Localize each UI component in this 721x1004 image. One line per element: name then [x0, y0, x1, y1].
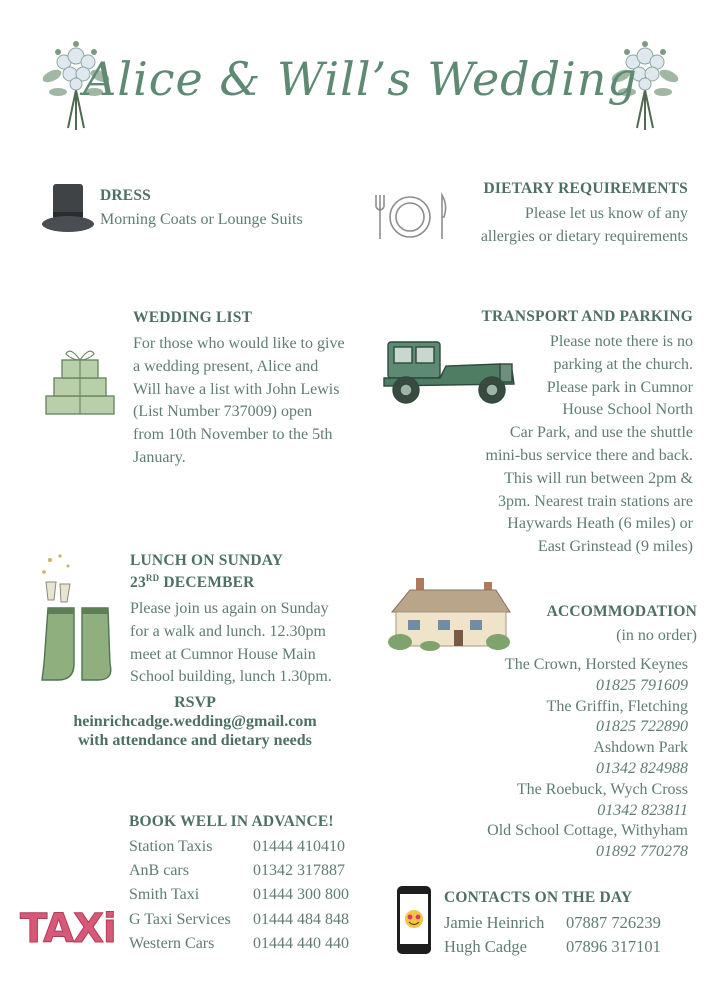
- accommodation-phone: 01825 722890: [596, 718, 688, 736]
- accommodation-name: The Crown, Horsted Keynes: [504, 656, 688, 673]
- wedding-list-line: (List Number 737009) open: [133, 403, 313, 421]
- transport-text: [433, 331, 693, 559]
- taxis-heading: BOOK WELL IN ADVANCE!: [129, 813, 334, 830]
- accommodation-name: Old School Cottage, Withyham: [487, 822, 688, 840]
- dietary-heading: DIETARY REQUIREMENTS: [483, 180, 688, 197]
- lunch-heading: LUNCH ON SUNDAY: [130, 552, 284, 569]
- wedding-list-line: a wedding present, Alice and: [133, 357, 319, 375]
- lunch-date-suffix: RD: [145, 573, 160, 583]
- lunch-line: meet at Cumnor House Main: [130, 645, 316, 663]
- contact-name: Hugh Cadge: [444, 937, 527, 957]
- dietary-line-1: Please let us know of any: [524, 205, 688, 222]
- lunch-date: [130, 573, 255, 592]
- wellington-boots-icon: [34, 552, 120, 688]
- transport-line: Haywards Heath (6 miles) or: [507, 515, 693, 533]
- contact-name: Jamie Heinrich: [444, 913, 545, 932]
- table-row: [129, 911, 349, 935]
- lunch-text: [130, 598, 380, 689]
- cottage-icon: [386, 576, 514, 652]
- contacts-table: [444, 913, 661, 961]
- rsvp-email[interactable]: heinrichcadge.wedding@gmail.com: [73, 713, 317, 730]
- lunch-line: for a walk and lunch. 12.30pm: [130, 622, 326, 640]
- accommodation-name: Ashdown Park: [593, 739, 688, 757]
- taxi-name: Smith Taxi: [129, 886, 200, 904]
- taxi-phone: 01342 317887: [253, 862, 345, 880]
- lunch-date-month: DECEMBER: [159, 574, 255, 592]
- transport-line: Please park in Cumnor: [546, 378, 693, 396]
- wedding-list-line: January.: [133, 448, 186, 466]
- dress-text: Morning Coats or Lounge Suits: [100, 211, 303, 228]
- contacts-heading: CONTACTS ON THE DAY: [444, 889, 633, 906]
- contact-phone: 07887 726239: [566, 913, 661, 932]
- transport-line: Please note there is no: [549, 333, 693, 350]
- wedding-list-line: For those who would like to give: [133, 335, 345, 352]
- table-row: [129, 886, 349, 910]
- table-row: [129, 935, 349, 959]
- lunch-line: School building, lunch 1.30pm.: [130, 668, 332, 686]
- taxi-phone: 01444 410410: [253, 838, 345, 855]
- taxi-phone: 01444 300 800: [253, 886, 349, 904]
- lunch-date-day: 23: [130, 574, 146, 592]
- wedding-list-line: from 10th November to the 5th: [133, 426, 333, 444]
- accommodation-phone: 01825 791609: [596, 676, 688, 694]
- phone-icon: [396, 885, 432, 955]
- taxi-name: Western Cars: [129, 934, 215, 952]
- dress-heading: DRESS: [100, 187, 151, 204]
- accommodation-sub: (in no order): [616, 627, 697, 644]
- place-setting-icon: [372, 191, 450, 247]
- taxi-name: AnB cars: [129, 862, 189, 880]
- accommodation-list: [428, 655, 688, 863]
- gift-boxes-icon: [40, 340, 120, 418]
- page-title: Alice & Will’s Wedding: [83, 52, 638, 106]
- transport-line: East Grinstead (9 miles): [537, 538, 693, 556]
- accommodation-name: The Roebuck, Wych Cross: [516, 780, 688, 798]
- transport-line: mini-bus service there and back.: [485, 446, 693, 464]
- rsvp-note: with attendance and dietary needs: [78, 732, 312, 749]
- accommodation-phone: 01342 824988: [596, 759, 688, 777]
- accommodation-phone: 01342 823811: [597, 801, 688, 819]
- table-row: [444, 937, 661, 961]
- rsvp-block: [40, 693, 350, 750]
- table-row: [129, 838, 349, 862]
- taxi-phone: 01444 440 440: [253, 934, 349, 952]
- transport-line: parking at the church.: [553, 355, 693, 373]
- transport-heading: TRANSPORT AND PARKING: [481, 308, 693, 325]
- accommodation-heading: ACCOMMODATION: [546, 603, 697, 620]
- dietary-line-2: allergies or dietary requirements: [480, 228, 688, 245]
- lunch-line: Please join us again on Sunday: [130, 600, 329, 617]
- accommodation-name: The Griffin, Fletching: [546, 697, 688, 715]
- table-row: [129, 862, 349, 886]
- taxi-name: G Taxi Services: [129, 910, 231, 928]
- transport-line: 3pm. Nearest train stations are: [497, 492, 693, 510]
- transport-line: Car Park, and use the shuttle: [509, 424, 693, 442]
- transport-line: This will run between 2pm &: [504, 469, 693, 487]
- accommodation-phone: 01892 770278: [596, 843, 688, 861]
- rsvp-heading: RSVP: [174, 694, 216, 711]
- taxi-phone: 01444 484 848: [253, 910, 349, 928]
- top-hat-icon: [40, 180, 96, 236]
- taxi-table: [129, 838, 349, 959]
- wedding-list-heading: WEDDING LIST: [133, 309, 253, 326]
- taxi-logo: TAXi: [20, 906, 116, 952]
- wedding-list-text: [133, 333, 383, 470]
- table-row: [444, 913, 661, 937]
- transport-line: House School North: [562, 401, 693, 419]
- wedding-list-line: Will have a list with John Lewis: [133, 380, 340, 398]
- contact-phone: 07896 317101: [566, 937, 661, 957]
- taxi-name: Station Taxis: [129, 838, 213, 855]
